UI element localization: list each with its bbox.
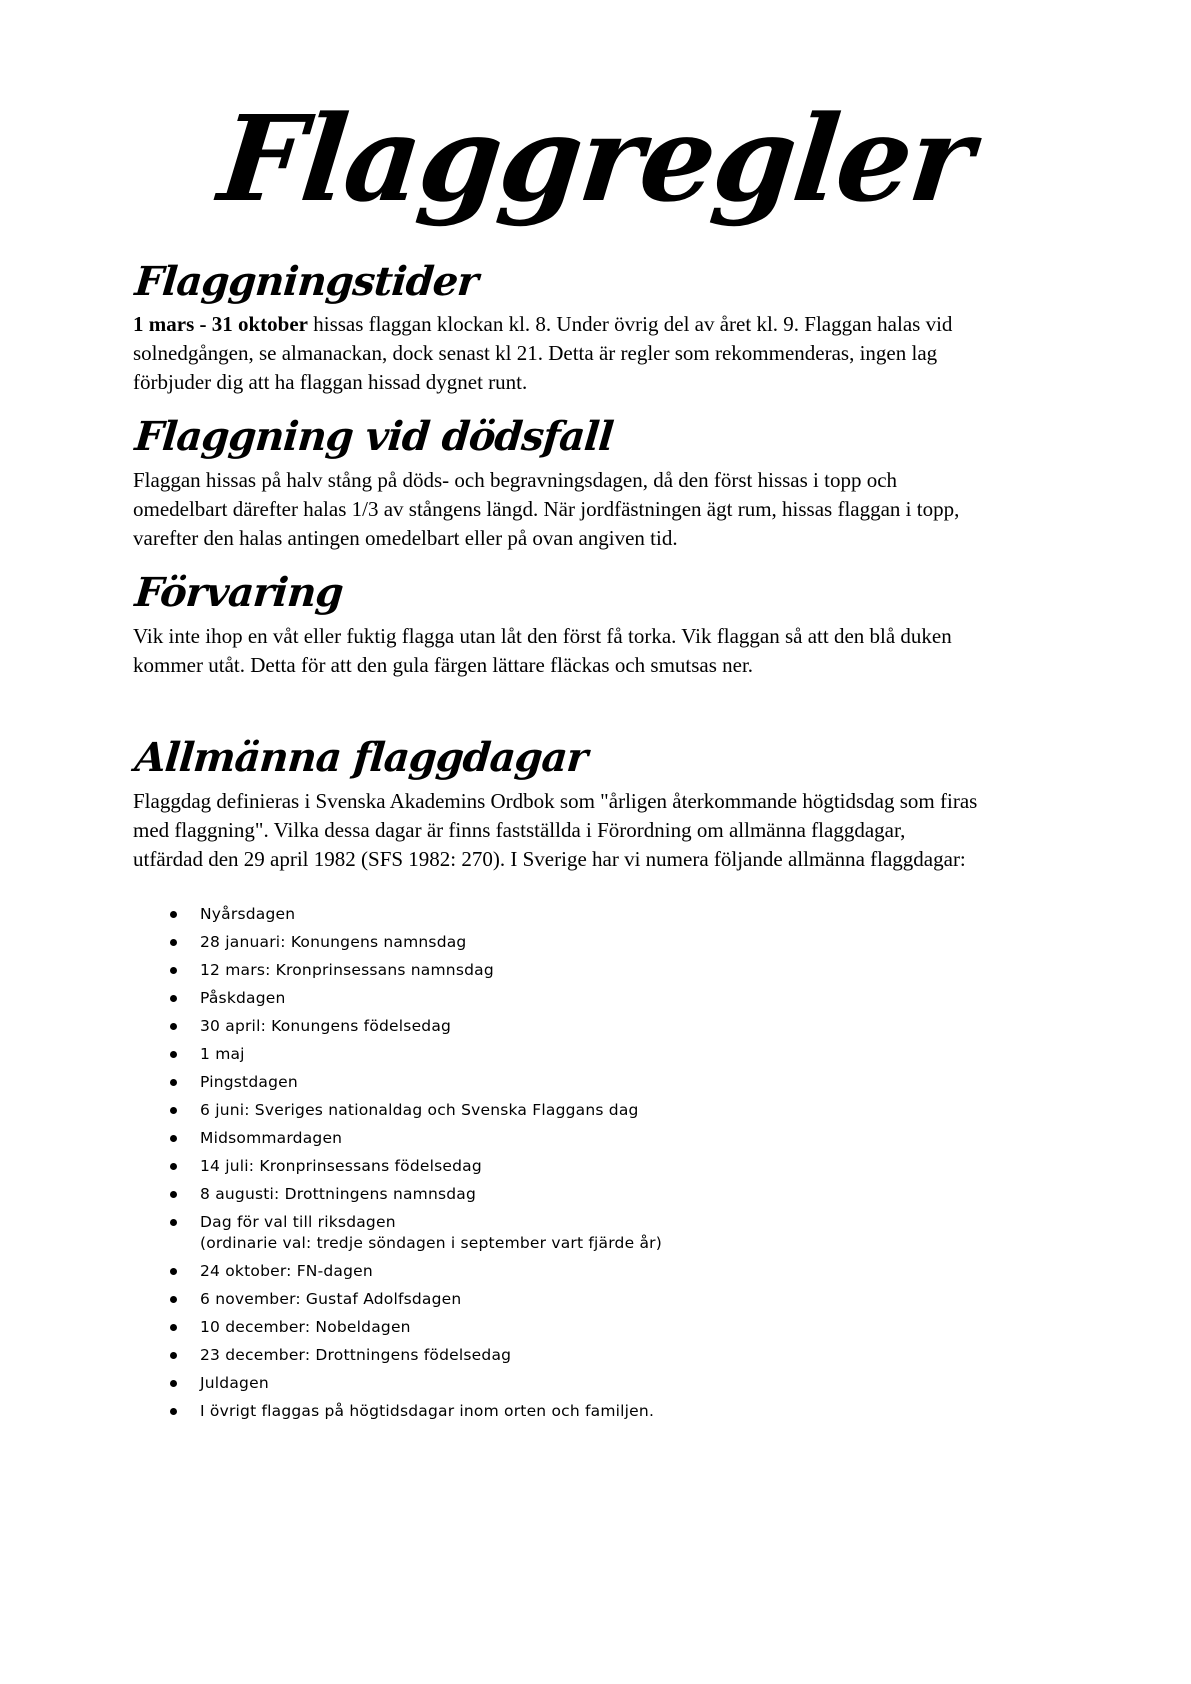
flag-day-note: (ordinarie val: tredje söndagen i september vart fjärde år) [200, 1233, 662, 1252]
flag-day-label: 14 juli: Kronprinsessans födelsedag [200, 1156, 482, 1175]
flag-day-item [168, 1317, 978, 1338]
flag-day-label: 30 april: Konungens födelsedag [200, 1016, 452, 1035]
bullet-icon [170, 1352, 177, 1359]
bullet-icon [170, 1296, 177, 1303]
bullet-icon [170, 1079, 177, 1086]
section-heading-dodsfall: Flaggning vid dödsfall [132, 413, 615, 461]
flag-day-item [168, 1128, 978, 1149]
section-heading-allmanna-flaggdagar: Allmänna flaggdagar [132, 733, 589, 781]
flag-day-item [168, 1401, 978, 1422]
bullet-icon [170, 911, 177, 918]
flag-day-item [168, 1044, 978, 1065]
section-dodsfall [133, 415, 978, 553]
flag-day-item [168, 988, 978, 1009]
flag-day-item [168, 1373, 978, 1394]
bullet-icon [170, 1219, 177, 1226]
flag-day-item [168, 1184, 978, 1205]
flag-day-item [168, 1261, 978, 1282]
paragraph-flaggningstider-text: hissas flaggan klockan kl. 8. Under övrig del av året kl. 9. Flaggan halas vid solnedgången, se almanackan, dock senast kl 21. Detta är regler som rekommenderas, ingen lag förbjuder dig att ha flaggan hissad dygnet runt. [133, 312, 953, 395]
bullet-icon [170, 939, 177, 946]
flag-day-label: Juldagen [200, 1373, 269, 1392]
flag-day-label: I övrigt flaggas på högtidsdagar inom orten och familjen. [200, 1401, 655, 1420]
paragraph-allmanna-flaggdagar: Flaggdag definieras i Svenska Akademins Ordbok som "årligen återkommande högtidsdag som firas med flaggning". Vilka dessa dagar är finns fastställda i Förordning om allmänna flaggdagar, utfärdad den 29 april 1982 (SFS 1982: 270). I Sverige har vi numera följande allmänna flaggdagar: [133, 788, 978, 871]
bullet-icon [170, 1380, 177, 1387]
flag-day-item [168, 1100, 978, 1121]
bullet-icon [170, 1191, 177, 1198]
flag-day-label: Nyårsdagen [200, 904, 296, 923]
flag-day-label: 23 december: Drottningens födelsedag [200, 1345, 512, 1364]
flag-day-label: 24 oktober: FN-dagen [200, 1261, 373, 1280]
bullet-icon [170, 1107, 177, 1114]
bullet-icon [170, 967, 177, 974]
flag-day-label: 28 januari: Konungens namnsdag [200, 932, 467, 951]
paragraph-flaggningstider [133, 310, 978, 397]
bullet-icon [170, 1408, 177, 1415]
flag-day-item [168, 960, 978, 981]
flag-day-label: Påskdagen [200, 988, 286, 1007]
section-flaggningstider [132, 257, 978, 398]
section-allmanna-flaggdagar [132, 733, 978, 1422]
bullet-icon [170, 1023, 177, 1030]
flag-day-label: 1 maj [200, 1044, 245, 1063]
flag-day-label: 10 december: Nobeldagen [200, 1317, 411, 1336]
paragraph-forvaring: Vik inte ihop en våt eller fuktig flagga utan låt den först få torka. Vik flaggan så att den blå duken kommer utåt. Detta för att den gula färgen lättare fläckas och smutsas ner. [133, 623, 952, 677]
bullet-icon [170, 1051, 177, 1058]
bullet-icon [170, 1135, 177, 1142]
flag-day-item [168, 1016, 978, 1037]
flag-day-label: Dag för val till riksdagen [200, 1212, 396, 1231]
document-content [132, 257, 978, 1422]
flag-day-item [168, 1345, 978, 1366]
bullet-icon [170, 1324, 177, 1331]
flag-day-label: 6 november: Gustaf Adolfsdagen [200, 1289, 462, 1308]
flag-day-item [168, 904, 978, 925]
flag-day-label: Pingstdagen [200, 1072, 298, 1091]
flag-day-item [168, 932, 978, 953]
section-heading-flaggningstider: Flaggningstider [132, 257, 480, 305]
flag-day-item [168, 1156, 978, 1177]
flag-day-item [168, 1072, 978, 1093]
bullet-icon [170, 995, 177, 1002]
document-title: Flaggregler [213, 89, 978, 228]
flag-day-label: 8 augusti: Drottningens namnsdag [200, 1184, 477, 1203]
section-heading-forvaring: Förvaring [132, 569, 345, 617]
flag-day-label: 12 mars: Kronprinsessans namnsdag [200, 960, 494, 979]
flag-day-label: Midsommardagen [200, 1128, 343, 1147]
section-forvaring [133, 571, 978, 680]
bullet-icon [170, 1163, 177, 1170]
flag-days-list [168, 904, 978, 1422]
bold-date-range: 1 mars - 31 oktober [133, 312, 308, 337]
bullet-icon [170, 1268, 177, 1275]
flag-day-item [168, 1289, 978, 1310]
flag-day-label: 6 juni: Sveriges nationaldag och Svenska Flaggans dag [200, 1100, 639, 1119]
paragraph-dodsfall: Flaggan hissas på halv stång på döds- och begravningsdagen, då den först hissas i topp och omedelbart därefter halas 1/3 av stångens längd. När jordfästningen ägt rum, hissas flaggan i topp, varefter den halas antingen omedelbart eller på ovan angiven tid. [133, 468, 960, 551]
flag-day-item [168, 1212, 978, 1254]
